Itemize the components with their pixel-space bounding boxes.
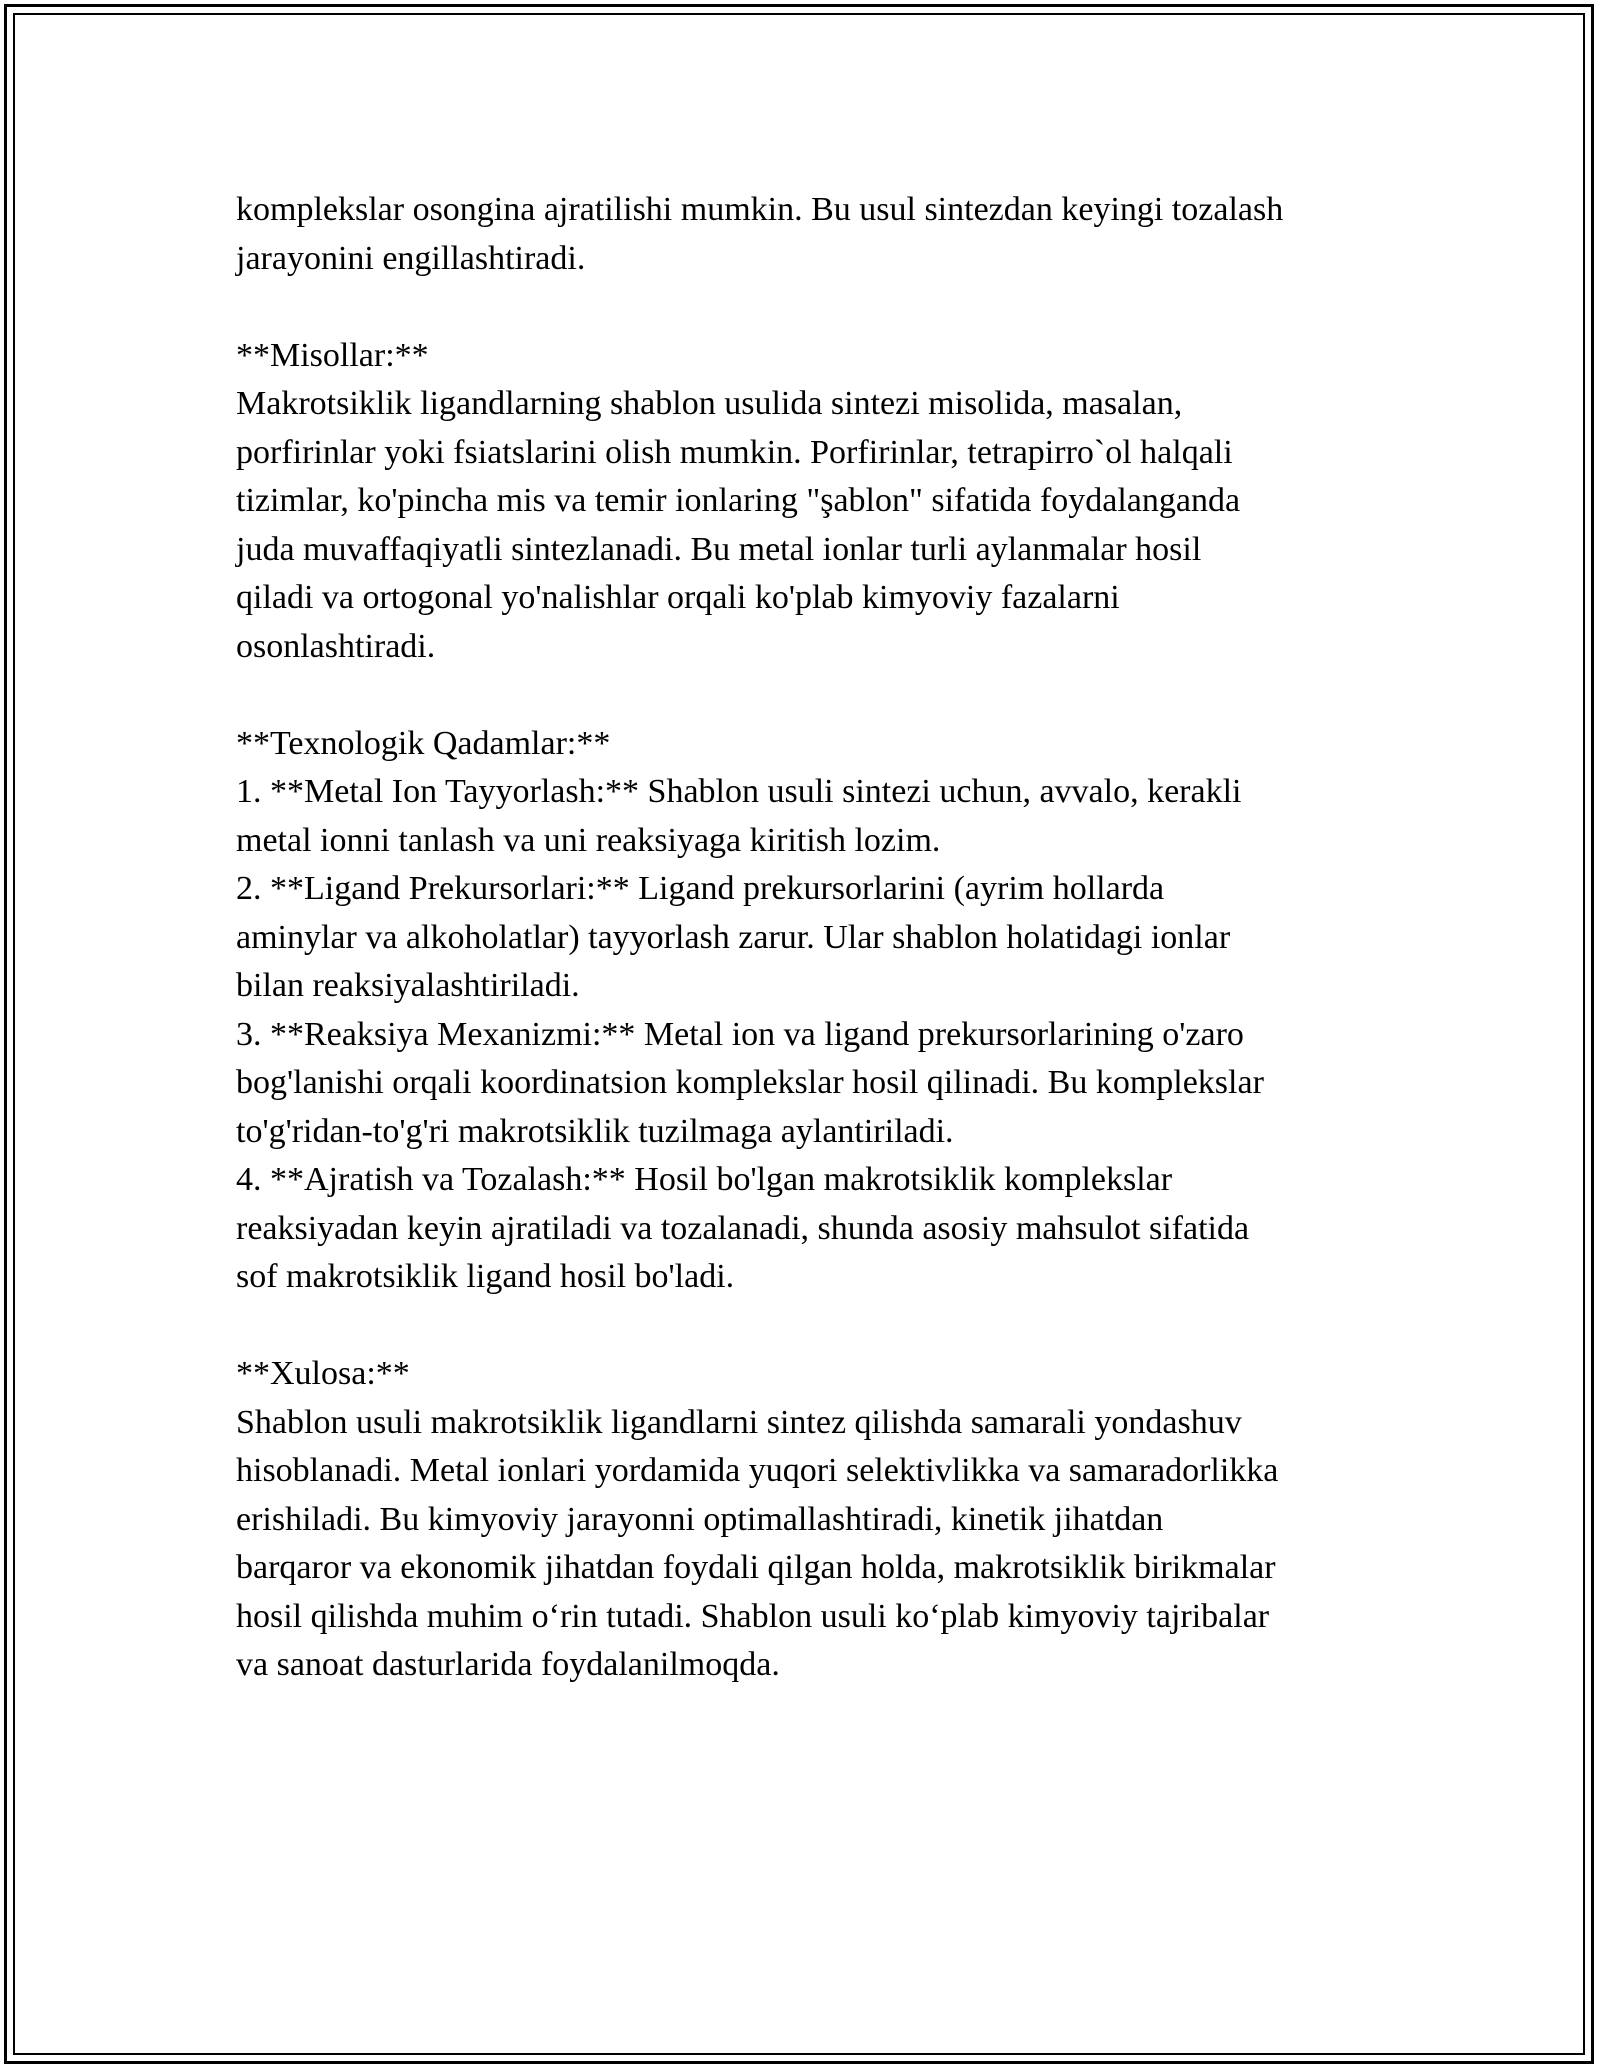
text-line: osonlashtiradi. (236, 627, 436, 665)
text-line: jarayonini engillashtiradi. (236, 239, 586, 277)
text-line: qiladi va ortogonal yo'nalishlar orqali ko'plab kimyoviy fazalarni (236, 579, 1120, 616)
section-heading-examples: **Misollar:** (236, 336, 429, 374)
text-line: 4. **Ajratish va Tozalash:** Hosil bo'lgan makrotsiklik komplekslar (236, 1161, 1173, 1198)
text-line: juda muvaffaqiyatli sintezlanadi. Bu metal ionlar turli aylanmalar hosil (236, 530, 1202, 568)
steps-section (236, 720, 1386, 1302)
document-body (236, 186, 1386, 1690)
text-line: aminylar va alkoholatlar) tayyorlash zarur. Ular shablon holatidagi ionlar (236, 918, 1231, 956)
text-line: tizimlar, ko'pincha mis va temir ionlaring "şablon" sifatida foydalanganda (236, 482, 1241, 519)
text-line: bog'lanishi orqali koordinatsion komplekslar hosil qilinadi. Bu komplekslar (236, 1064, 1264, 1101)
text-line: reaksiyadan keyin ajratiladi va tozalanadi, shunda asosiy mahsulot sifatida (236, 1209, 1250, 1247)
text-line: va sanoat dasturlarida foydalanilmoqda. (236, 1646, 780, 1683)
text-line: to'g'ridan-to'g'ri makrotsiklik tuzilmaga aylantiriladi. (236, 1112, 954, 1150)
text-line: bilan reaksiyalashtiriladi. (236, 967, 580, 1004)
text-line: metal ionni tanlash va uni reaksiyaga kiritish lozim. (236, 821, 941, 859)
text-line: komplekslar osongina ajratilishi mumkin. Bu usul sintezdan keyingi tozalash (236, 191, 1284, 228)
text-line: Makrotsiklik ligandlarning shablon usulida sintezi misolida, masalan, (236, 385, 1183, 422)
section-heading-steps: **Texnologik Qadamlar:** (236, 724, 611, 762)
text-line: erishiladi. Bu kimyoviy jarayonni optimallashtiradi, kinetik jihatdan (236, 1500, 1164, 1538)
text-line: 2. **Ligand Prekursorlari:** Ligand prekursorlarini (ayrim hollarda (236, 870, 1165, 907)
text-line: Shablon usuli makrotsiklik ligandlarni sintez qilishda samarali yondashuv (236, 1403, 1242, 1441)
paragraph-spacer (236, 283, 1386, 332)
conclusion-section (236, 1350, 1386, 1690)
text-line: hosil qilishda muhim o‘rin tutadi. Shablon usuli ko‘plab kimyoviy tajribalar (236, 1597, 1270, 1635)
text-line: barqaror va ekonomik jihatdan foydali qilgan holda, makrotsiklik birikmalar (236, 1549, 1276, 1586)
text-line: porfirinlar yoki fsiatslarini olish mumkin. Porfirinlar, tetrapirro`ol halqali (236, 433, 1233, 471)
text-line: hisoblanadi. Metal ionlari yordamida yuqori selektivlikka va samaradorlikka (236, 1452, 1279, 1489)
section-heading-conclusion: **Xulosa:** (236, 1355, 410, 1392)
examples-section (236, 332, 1386, 672)
paragraph-spacer (236, 1302, 1386, 1351)
text-line: 1. **Metal Ion Tayyorlash:** Shablon usuli sintezi uchun, avvalo, kerakli (236, 773, 1242, 810)
intro-paragraph (236, 186, 1386, 283)
text-line: 3. **Reaksiya Mexanizmi:** Metal ion va ligand prekursorlarining o'zaro (236, 1015, 1244, 1053)
paragraph-spacer (236, 671, 1386, 720)
text-line: sof makrotsiklik ligand hosil bo'ladi. (236, 1258, 735, 1295)
